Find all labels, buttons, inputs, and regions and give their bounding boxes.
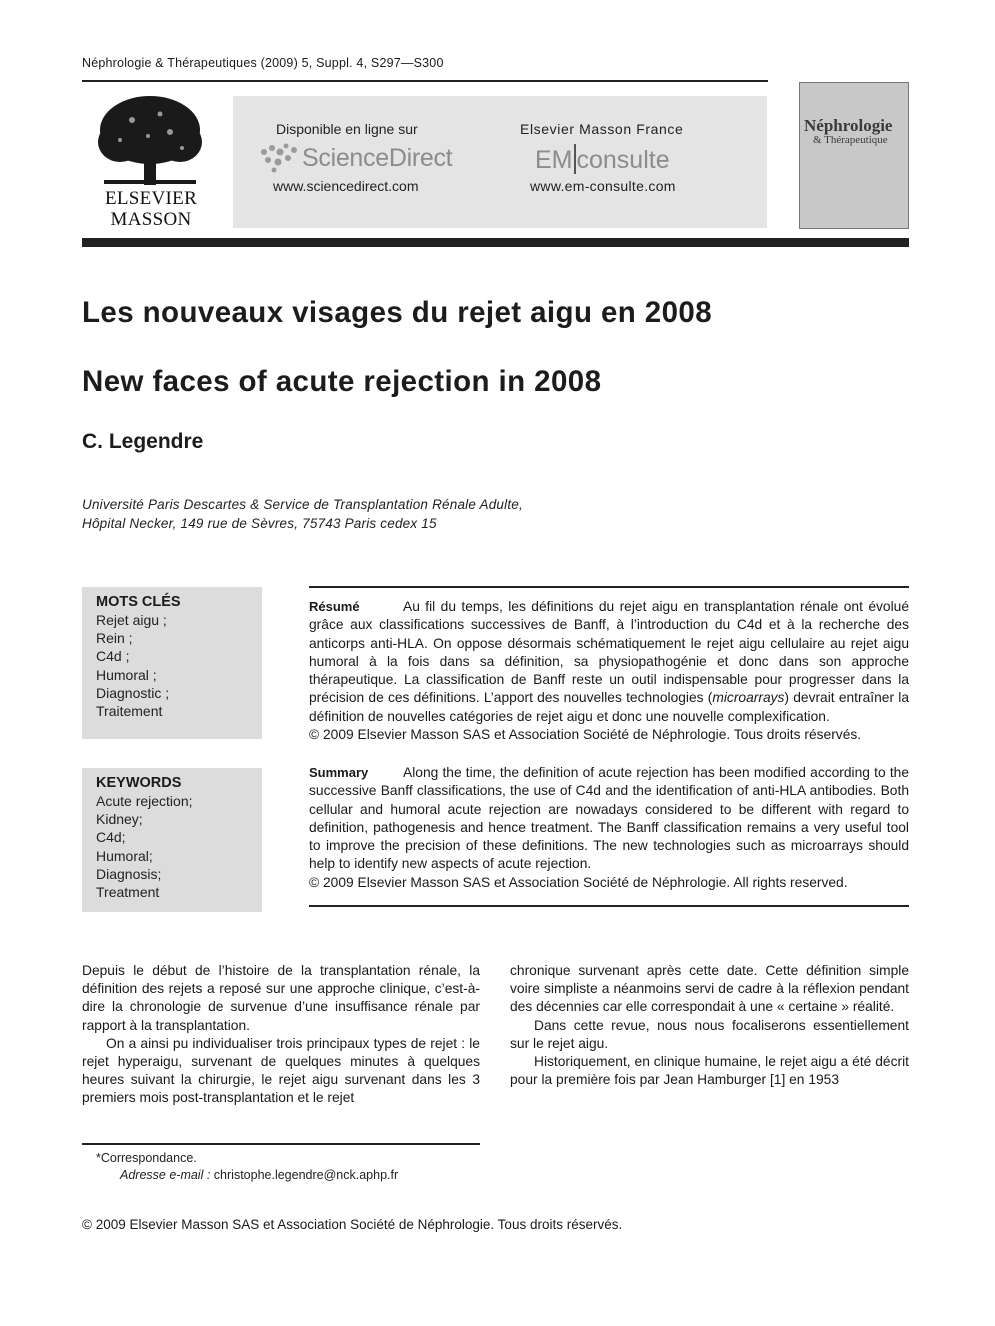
abstract-fr-text-b: ) devrait entraîner la définition de nouvelles catégories de rejet aigu et donc une nouvelle complexification.	[309, 690, 910, 724]
body-column-left	[82, 962, 480, 1108]
wordmark-line-1: ELSEVIER	[104, 188, 198, 209]
sciencedirect-url[interactable]: www.sciencedirect.com	[273, 178, 419, 194]
author: C. Legendre	[82, 430, 204, 453]
keyword-item: Treatment	[96, 884, 160, 901]
em-consulte-brand-b: consulte	[576, 146, 670, 174]
keyword-item: Acute rejection;	[96, 793, 193, 809]
brand-divider	[574, 144, 576, 174]
footnote-email-line	[120, 1168, 398, 1182]
footer-copyright: © 2009 Elsevier Masson SAS et Association Société de Néphrologie. Tous droits réservés.	[82, 1217, 623, 1232]
banner-available-online: Disponible en ligne sur	[276, 121, 418, 137]
footnote-correspondence: *Correspondance.	[96, 1151, 197, 1165]
cover-subtitle: & Thérapeutique	[813, 134, 888, 146]
keyword-item: C4d ;	[96, 648, 130, 665]
journal-citation: Néphrologie & Thérapeutiques (2009) 5, Suppl. 4, S297—S300	[82, 56, 444, 70]
em-consulte-brand	[535, 144, 670, 175]
abstract-en-copyright: © 2009 Elsevier Masson SAS et Association Société de Néphrologie. All rights reserved.	[309, 874, 848, 890]
keywords-en-box	[82, 768, 262, 912]
title-french: Les nouveaux visages du rejet aigu en 2008	[82, 296, 713, 329]
wordmark-line-2: MASSON	[110, 209, 192, 230]
email-label: Adresse e-mail :	[120, 1168, 211, 1182]
cover-title: Néphrologie	[804, 116, 893, 135]
keyword-item: Traitement	[96, 703, 163, 720]
keyword-item: Kidney;	[96, 811, 143, 828]
footnote-rule	[82, 1143, 480, 1145]
banner-elsevier-masson-france: Elsevier Masson France	[520, 121, 684, 137]
affiliation	[82, 495, 523, 533]
body-paragraph: On a ainsi pu individualiser trois principaux types de rejet : le rejet hyperaigu, survenant de quelques minutes à quelques heures suivant la chirurgie, le rejet aigu survenant dans les 3 premiers mois post-transplantation et le rejet	[82, 1035, 480, 1106]
em-consulte-url[interactable]: www.em-consulte.com	[530, 178, 676, 194]
keyword-item: Diagnosis;	[96, 865, 162, 882]
elsevier-masson-wordmark	[90, 188, 212, 230]
journal-cover-thumbnail	[799, 82, 909, 229]
abstract-en-text: Along the time, the definition of acute rejection has been modified according to the successive Banff classifications, the use of C4d and the identification of anti-HLA antibodies. Both cellular and humoral acute rejection are nowadays considered to be different with regard to definition, pathogenesis and hence treatment. The Banff classification remains a very useful tool to improve the precision of these definitions. The new technologies such as microarrays should help to identify new aspects of acute rejection.	[309, 765, 909, 872]
keywords-en-heading: KEYWORDS	[96, 775, 182, 791]
abstract-en-label: Summary	[309, 765, 369, 780]
abstract-fr-text-a: Au fil du temps, les définitions du rejet aigu en transplantation rénale ont évolué grâce aux classifications successives de Banff, à l’introduction du C4d et à la recherche des anticorps anti-HLA. On oppose désormais schématiquement le rejet aigu cellulaire au rejet aigu humoral à la fois dans sa définition, sa physiopathogénie et donc dans son approche thérapeutique. La classification de Banff reste un outil indispensable pour progresser dans la précision de ces définitions. L’apport des nouvelles technologies (	[309, 599, 909, 706]
body-paragraph: Depuis le début de l’histoire de la transplantation rénale, la définition des rejets a reposé sur une approche clinique, c’est-à-dire la chronologie de survenue d’une insuffisance rénale par rapport à la transplantation.	[82, 963, 480, 1033]
keywords-fr-heading: MOTS CLÉS	[96, 594, 181, 610]
abstract-fr-italic: microarrays	[712, 690, 785, 706]
em-consulte-brand-a: EM	[535, 146, 573, 174]
body-column-right	[510, 962, 909, 1089]
body-paragraph: Historiquement, en clinique humaine, le rejet aigu a été décrit pour la première fois par Jean Hamburger [1] en 1953	[510, 1054, 909, 1088]
keywords-fr-box	[82, 587, 262, 739]
keyword-item: Rein ;	[96, 630, 133, 647]
keyword-item: Humoral;	[96, 847, 153, 864]
body-paragraph: chronique survenant après cette date. Cette définition simple voire simpliste a néanmoins servi de cadre à la réflexion pendant des décennies car elle correspondait à une « certaine » réalité.	[510, 963, 909, 1015]
title-english: New faces of acute rejection in 2008	[82, 365, 602, 398]
keyword-item: Humoral ;	[96, 666, 157, 683]
keyword-item: C4d;	[96, 829, 126, 846]
abstract-top-rule	[309, 586, 909, 588]
keyword-item: Rejet aigu ;	[96, 612, 167, 628]
abstract-bottom-rule	[309, 905, 909, 907]
body-paragraph: Dans cette revue, nous nous focaliserons essentiellement sur le rejet aigu.	[510, 1017, 909, 1051]
affiliation-line-1: Université Paris Descartes & Service de Transplantation Rénale Adulte,	[82, 497, 523, 512]
sciencedirect-brand: ScienceDirect	[302, 144, 453, 172]
header-rule	[82, 80, 768, 82]
abstract-english	[309, 764, 909, 892]
keyword-item: Diagnostic ;	[96, 684, 170, 701]
abstract-french	[309, 598, 909, 744]
affiliation-line-2: Hôpital Necker, 149 rue de Sèvres, 75743 Paris cedex 15	[82, 516, 437, 531]
abstract-fr-copyright: © 2009 Elsevier Masson SAS et Association Société de Néphrologie. Tous droits réservés.	[309, 727, 862, 743]
header-thick-rule	[82, 238, 909, 247]
email-address[interactable]: christophe.legendre@nck.aphp.fr	[213, 1168, 399, 1182]
abstract-fr-label: Résumé	[309, 599, 360, 614]
